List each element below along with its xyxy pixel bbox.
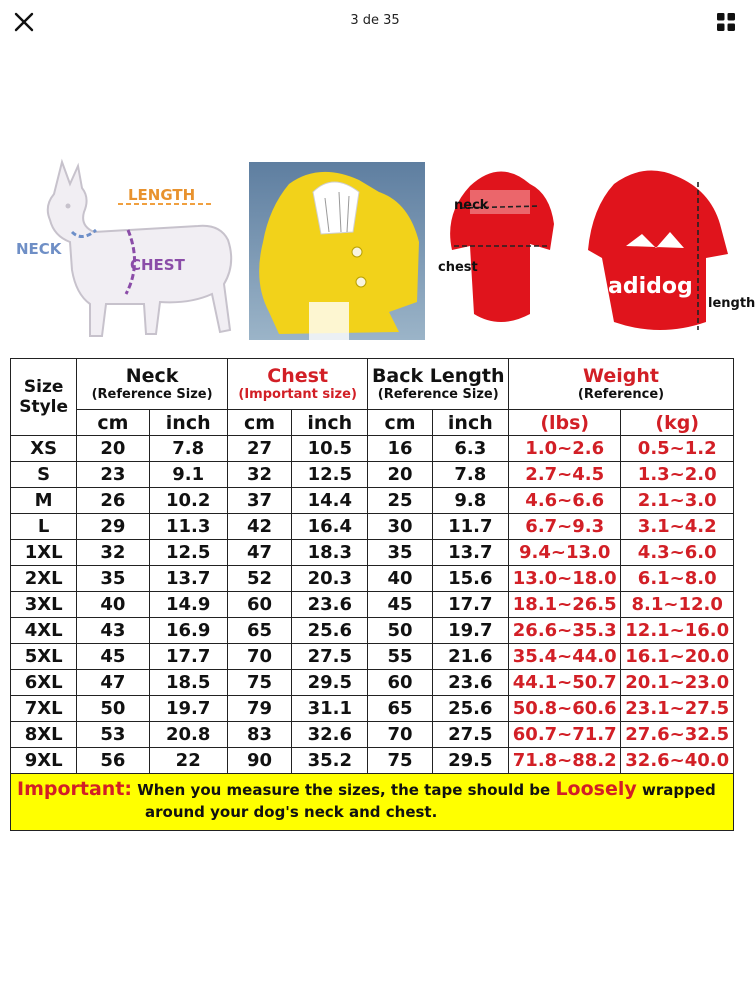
table-cell: 13.7 <box>432 540 508 566</box>
table-row <box>11 488 734 514</box>
table-cell: 20 <box>368 462 432 488</box>
wrapped-word: wrapped <box>641 781 716 799</box>
table-cell: 27.6~32.5 <box>621 722 734 748</box>
size-label-cell: XS <box>11 436 77 462</box>
size-chart <box>10 358 734 831</box>
table-cell: 40 <box>77 592 149 618</box>
table-cell: 18.5 <box>149 670 227 696</box>
table-cell: 1.0~2.6 <box>509 436 621 462</box>
table-cell: 27 <box>227 436 291 462</box>
size-label-cell: S <box>11 462 77 488</box>
table-cell: 23.1~27.5 <box>621 696 734 722</box>
table-cell: 35 <box>368 540 432 566</box>
size-header-line2: Style <box>19 397 69 417</box>
size-label-cell: 2XL <box>11 566 77 592</box>
diagram-neck-label: NECK <box>16 240 62 258</box>
table-row <box>11 436 734 462</box>
image-counter: 3 de 35 <box>350 13 400 28</box>
unit-cell: inch <box>292 410 368 436</box>
weight-title: Weight <box>583 365 659 387</box>
table-cell: 19.7 <box>149 696 227 722</box>
table-cell: 23.6 <box>432 670 508 696</box>
chest-title: Chest <box>267 365 329 387</box>
hoodie-logo-text: adidog <box>608 274 693 299</box>
table-cell: 32.6 <box>292 722 368 748</box>
table-cell: 6.1~8.0 <box>621 566 734 592</box>
table-cell: 1.3~2.0 <box>621 462 734 488</box>
unit-cell: cm <box>368 410 432 436</box>
table-cell: 9.8 <box>432 488 508 514</box>
table-cell: 14.4 <box>292 488 368 514</box>
table-cell: 2.1~3.0 <box>621 488 734 514</box>
table-cell: 45 <box>77 644 149 670</box>
yellow-hoodie-photo <box>249 162 425 340</box>
table-cell: 22 <box>149 748 227 774</box>
table-cell: 90 <box>227 748 291 774</box>
table-cell: 29 <box>77 514 149 540</box>
size-style-header <box>11 359 77 436</box>
table-cell: 8.1~12.0 <box>621 592 734 618</box>
table-cell: 29.5 <box>292 670 368 696</box>
diagram-chest-label: CHEST <box>130 256 185 274</box>
table-cell: 12.5 <box>149 540 227 566</box>
photo-chest-label: chest <box>438 260 478 275</box>
table-cell: 12.5 <box>292 462 368 488</box>
size-label-cell: 6XL <box>11 670 77 696</box>
table-cell: 17.7 <box>432 592 508 618</box>
table-cell: 65 <box>368 696 432 722</box>
table-row <box>11 592 734 618</box>
back-length-header <box>368 359 509 410</box>
loosely-word: Loosely <box>555 778 637 800</box>
table-cell: 18.3 <box>292 540 368 566</box>
product-images <box>10 154 755 346</box>
table-header-row <box>11 359 734 410</box>
table-cell: 16.9 <box>149 618 227 644</box>
table-cell: 47 <box>227 540 291 566</box>
table-cell: 4.3~6.0 <box>621 540 734 566</box>
table-cell: 45 <box>368 592 432 618</box>
table-cell: 35.4~44.0 <box>509 644 621 670</box>
table-cell: 18.1~26.5 <box>509 592 621 618</box>
important-label: Important: <box>17 778 133 800</box>
table-row <box>11 566 734 592</box>
table-cell: 7.8 <box>149 436 227 462</box>
size-label-cell: 8XL <box>11 722 77 748</box>
table-cell: 23 <box>77 462 149 488</box>
table-cell: 40 <box>368 566 432 592</box>
table-cell: 7.8 <box>432 462 508 488</box>
table-cell: 83 <box>227 722 291 748</box>
table-cell: 47 <box>77 670 149 696</box>
size-label-cell: 7XL <box>11 696 77 722</box>
table-cell: 32 <box>227 462 291 488</box>
unit-cell: (kg) <box>621 410 734 436</box>
table-cell: 21.6 <box>432 644 508 670</box>
table-cell: 50.8~60.6 <box>509 696 621 722</box>
table-cell: 6.3 <box>432 436 508 462</box>
table-cell: 12.1~16.0 <box>621 618 734 644</box>
note-line2: around your dog's neck and chest. <box>145 803 438 821</box>
table-cell: 60 <box>368 670 432 696</box>
table-cell: 25.6 <box>432 696 508 722</box>
unit-cell: cm <box>227 410 291 436</box>
table-row <box>11 462 734 488</box>
table-cell: 32.6~40.0 <box>621 748 734 774</box>
photo-neck-label: neck <box>454 198 489 213</box>
table-cell: 19.7 <box>432 618 508 644</box>
size-label-cell: 9XL <box>11 748 77 774</box>
table-cell: 11.7 <box>432 514 508 540</box>
table-cell: 30 <box>368 514 432 540</box>
table-cell: 14.9 <box>149 592 227 618</box>
table-cell: 50 <box>77 696 149 722</box>
size-header-line1: Size <box>23 377 64 397</box>
size-label-cell: M <box>11 488 77 514</box>
weight-subtitle: (Reference) <box>577 387 665 402</box>
table-row <box>11 514 734 540</box>
size-label-cell: 1XL <box>11 540 77 566</box>
table-cell: 70 <box>227 644 291 670</box>
red-hoodie-icon <box>430 154 746 346</box>
table-cell: 27.5 <box>432 722 508 748</box>
table-cell: 15.6 <box>432 566 508 592</box>
table-cell: 16 <box>368 436 432 462</box>
size-rows <box>11 436 734 774</box>
unit-cell: cm <box>77 410 149 436</box>
yellow-hoodie-icon <box>249 162 425 340</box>
table-cell: 35.2 <box>292 748 368 774</box>
table-cell: 29.5 <box>432 748 508 774</box>
chest-header <box>227 359 368 410</box>
table-cell: 56 <box>77 748 149 774</box>
table-cell: 55 <box>368 644 432 670</box>
table-cell: 9.4~13.0 <box>509 540 621 566</box>
table-cell: 20.1~23.0 <box>621 670 734 696</box>
table-cell: 27.5 <box>292 644 368 670</box>
table-cell: 26.6~35.3 <box>509 618 621 644</box>
top-bar <box>0 0 750 44</box>
table-row <box>11 644 734 670</box>
table-cell: 20.8 <box>149 722 227 748</box>
size-label-cell: 5XL <box>11 644 77 670</box>
table-cell: 9.1 <box>149 462 227 488</box>
red-hoodie-photo <box>430 154 755 346</box>
size-label-cell: L <box>11 514 77 540</box>
note-text: When you measure the sizes, the tape should be <box>137 781 551 799</box>
unit-cell: inch <box>149 410 227 436</box>
table-cell: 43 <box>77 618 149 644</box>
table-cell: 75 <box>368 748 432 774</box>
chest-subtitle: (Important size) <box>238 387 357 402</box>
table-cell: 60.7~71.7 <box>509 722 621 748</box>
table-cell: 3.1~4.2 <box>621 514 734 540</box>
table-cell: 32 <box>77 540 149 566</box>
table-cell: 37 <box>227 488 291 514</box>
table-cell: 44.1~50.7 <box>509 670 621 696</box>
table-cell: 60 <box>227 592 291 618</box>
table-cell: 16.4 <box>292 514 368 540</box>
unit-row <box>11 410 734 436</box>
weight-header <box>509 359 734 410</box>
table-cell: 10.2 <box>149 488 227 514</box>
table-row <box>11 748 734 774</box>
back-length-title: Back Length <box>371 365 505 387</box>
table-cell: 50 <box>368 618 432 644</box>
table-cell: 52 <box>227 566 291 592</box>
table-cell: 11.3 <box>149 514 227 540</box>
table-cell: 10.5 <box>292 436 368 462</box>
dog-measurement-diagram <box>10 154 246 346</box>
size-label-cell: 4XL <box>11 618 77 644</box>
table-row <box>11 540 734 566</box>
table-cell: 42 <box>227 514 291 540</box>
important-note <box>10 774 734 831</box>
photo-length-label: length <box>708 296 755 311</box>
back-length-subtitle: (Reference Size) <box>377 387 499 402</box>
table-row <box>11 618 734 644</box>
table-cell: 4.6~6.6 <box>509 488 621 514</box>
size-table <box>10 358 734 774</box>
table-cell: 65 <box>227 618 291 644</box>
table-row <box>11 670 734 696</box>
table-row <box>11 696 734 722</box>
table-cell: 0.5~1.2 <box>621 436 734 462</box>
table-cell: 13.0~18.0 <box>509 566 621 592</box>
size-label-cell: 3XL <box>11 592 77 618</box>
table-cell: 71.8~88.2 <box>509 748 621 774</box>
grid-icon[interactable] <box>716 12 736 32</box>
table-cell: 16.1~20.0 <box>621 644 734 670</box>
table-cell: 79 <box>227 696 291 722</box>
table-cell: 2.7~4.5 <box>509 462 621 488</box>
unit-cell: inch <box>432 410 508 436</box>
neck-title: Neck <box>125 365 179 387</box>
table-cell: 26 <box>77 488 149 514</box>
table-cell: 23.6 <box>292 592 368 618</box>
table-cell: 70 <box>368 722 432 748</box>
table-cell: 17.7 <box>149 644 227 670</box>
table-cell: 35 <box>77 566 149 592</box>
table-cell: 53 <box>77 722 149 748</box>
table-cell: 20 <box>77 436 149 462</box>
table-cell: 75 <box>227 670 291 696</box>
neck-subtitle: (Reference Size) <box>91 387 213 402</box>
table-cell: 6.7~9.3 <box>509 514 621 540</box>
diagram-length-label: LENGTH <box>128 186 196 204</box>
table-cell: 13.7 <box>149 566 227 592</box>
neck-header <box>77 359 228 410</box>
table-row <box>11 722 734 748</box>
table-cell: 25 <box>368 488 432 514</box>
unit-cell: (lbs) <box>509 410 621 436</box>
table-cell: 20.3 <box>292 566 368 592</box>
table-cell: 31.1 <box>292 696 368 722</box>
table-cell: 25.6 <box>292 618 368 644</box>
